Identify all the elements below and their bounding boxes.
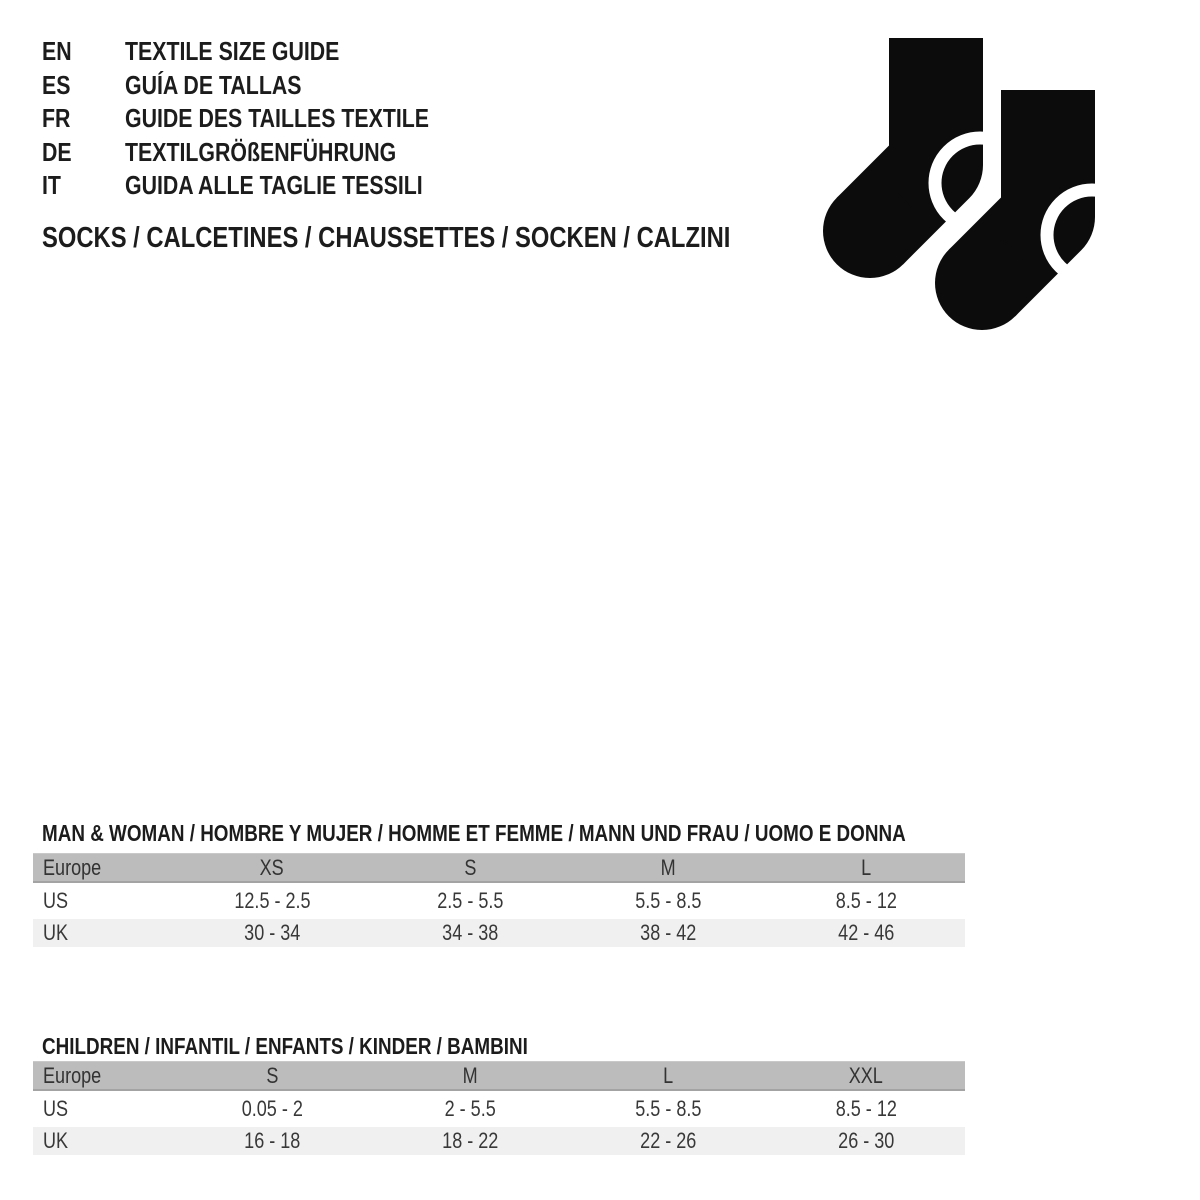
column-header: Europe: [33, 1061, 173, 1091]
language-title: GUIDE DES TAILLES TEXTILE: [125, 103, 430, 133]
category-line: [42, 221, 881, 255]
language-title: GUIDA ALLE TAGLIE TESSILI: [125, 170, 423, 200]
table-header-row: [33, 853, 965, 883]
language-code: IT: [42, 170, 61, 200]
table-title-adults-text: MAN & WOMAN / HOMBRE Y MUJER / HOMME ET FEMME / MANN UND FRAU / UOMO E DONNA: [42, 820, 906, 846]
table-row: [33, 1127, 965, 1155]
column-header: XS: [173, 853, 371, 883]
column-header: L: [767, 853, 965, 883]
socks-icon-svg: [808, 25, 1163, 345]
language-row: [42, 169, 496, 203]
column-header: S: [173, 1061, 371, 1091]
table-row: [33, 887, 965, 915]
region-label: UK: [33, 919, 173, 947]
socks-icon: [808, 25, 1163, 345]
size-table-children: [33, 1057, 965, 1159]
column-header: L: [569, 1061, 767, 1091]
sock-toe: [935, 236, 1029, 330]
column-header: XXL: [767, 1061, 965, 1091]
size-value: 8.5 - 12: [767, 1095, 965, 1123]
size-value: 26 - 30: [767, 1127, 965, 1155]
language-code: DE: [42, 136, 72, 167]
size-value: 2.5 - 5.5: [371, 887, 569, 915]
language-title: TEXTILGRÖßENFÜHRUNG: [125, 136, 397, 167]
sock-toe: [823, 184, 917, 278]
size-value: 5.5 - 8.5: [569, 1095, 767, 1123]
column-header: M: [569, 853, 767, 883]
language-title: GUÍA DE TALLAS: [125, 69, 302, 100]
category-line-text: SOCKS / CALCETINES / CHAUSSETTES / SOCKEN / CALZINI: [42, 222, 731, 254]
size-value: 38 - 42: [569, 919, 767, 947]
table-title-children: [42, 1033, 634, 1059]
size-value: 30 - 34: [173, 919, 371, 947]
size-value: 22 - 26: [569, 1127, 767, 1155]
table-title-adults: [42, 820, 1095, 846]
size-value: 8.5 - 12: [767, 887, 965, 915]
region-label: US: [33, 887, 173, 915]
language-title-list: [42, 35, 496, 203]
size-value: 12.5 - 2.5: [173, 887, 371, 915]
size-value: 2 - 5.5: [371, 1095, 569, 1123]
size-value: 16 - 18: [173, 1127, 371, 1155]
column-header: Europe: [33, 853, 173, 883]
table-row: [33, 1095, 965, 1123]
size-value: 34 - 38: [371, 919, 569, 947]
language-row: [42, 102, 496, 136]
language-code: FR: [42, 103, 71, 133]
language-row: [42, 69, 496, 103]
table-header-row: [33, 1061, 965, 1091]
column-header: S: [371, 853, 569, 883]
language-row: [42, 136, 496, 170]
language-code: ES: [42, 69, 71, 100]
size-value: 42 - 46: [767, 919, 965, 947]
table-row: [33, 919, 965, 947]
region-label: US: [33, 1095, 173, 1123]
size-value: 5.5 - 8.5: [569, 887, 767, 915]
language-title: TEXTILE SIZE GUIDE: [125, 36, 340, 66]
language-row: [42, 35, 496, 69]
region-label: UK: [33, 1127, 173, 1155]
size-value: 0.05 - 2: [173, 1095, 371, 1123]
size-value: 18 - 22: [371, 1127, 569, 1155]
size-table-adults: [33, 849, 965, 951]
table-title-children-text: CHILDREN / INFANTIL / ENFANTS / KINDER / BAMBINI: [42, 1033, 528, 1059]
column-header: M: [371, 1061, 569, 1091]
language-code: EN: [42, 36, 72, 66]
